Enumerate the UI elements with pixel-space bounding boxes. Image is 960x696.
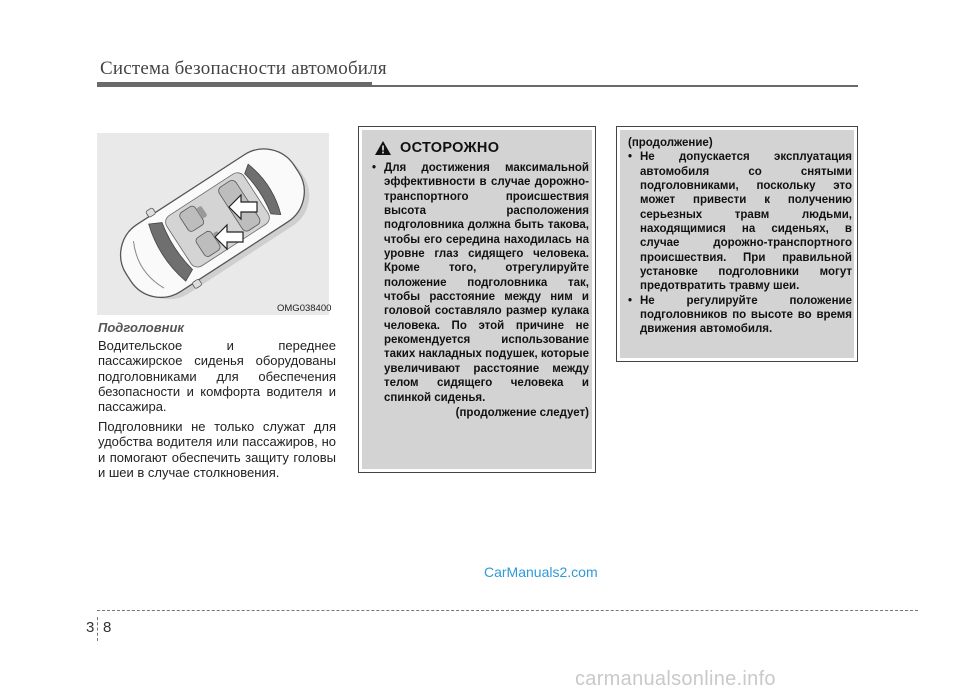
- car-figure: [97, 133, 332, 315]
- watermark-bottom: carmanualsonline.info: [575, 668, 776, 690]
- continuation-bullet-1: • Не допускается эксплуатация автомобиля со снятыми подголовниками, поскольку это может привести к получению серьезных травм людьми, находящимися на сиденьях, в случае дорожно-транспортного происшествия. При правильной установке подголовники могут предотвратить травму шеи.: [628, 151, 852, 293]
- page-number-separator: [97, 617, 98, 641]
- warning-text: [372, 161, 589, 420]
- footer-divider: [97, 610, 918, 611]
- page-number: 8: [103, 619, 112, 636]
- continuation-box: [616, 126, 858, 362]
- paragraph-1: Водительское и переднее пассажирское сиденья оборудованы подголовниками для обеспечения безопасности и комфорта водителя и пассажира.: [98, 338, 336, 415]
- page-header-title: Система безопасности автомобиля: [100, 58, 387, 79]
- continuation-text: [628, 136, 852, 337]
- left-column: [98, 320, 336, 485]
- warning-triangle-icon: [374, 140, 392, 156]
- section-subheading: Подголовник: [98, 320, 184, 335]
- section-number: 3: [86, 619, 95, 636]
- car-top-view-illustration: [97, 133, 332, 315]
- header-bar-dark: [97, 82, 372, 87]
- figure-code: OMG038400: [277, 303, 332, 314]
- header-bar-thin: [372, 85, 858, 87]
- warning-heading: [374, 140, 499, 156]
- warning-bullet: • Для достижения максимальной эффективности в случае дорожно-транспортного происшествия высота расположения подголовника должна быть такова, чтобы его середина находилась на уровне глаз сидящего человека. Кроме того, отрегулируйте положение подголовника так, чтобы расстояние между ним и головой составляло размер кулака человека. По этой причине не рекомендуется использование таких накладных подушек, которые увеличивают расстояние между телом сидящего человека и спинкой сиденья.: [372, 162, 589, 404]
- warning-title: ОСТОРОЖНО: [400, 140, 500, 156]
- watermark-top: CarManuals2.com: [484, 564, 598, 580]
- continuation-heading: (продолжение): [628, 137, 713, 149]
- continuation-bullet-2: • Не регулируйте положение подголовников по высоте во время движения автомобиля.: [628, 294, 852, 336]
- warning-box: [358, 126, 596, 473]
- paragraph-2: Подголовники не только служат для удобства водителя или пассажиров, но и помогают обеспечить защиту головы и шеи в случае столкновения.: [98, 419, 336, 480]
- continued-note: (продолжение следует): [455, 406, 589, 419]
- warning-bullet-text: Для достижения максимальной эффективности в случае дорожно-транспортного происшествия высота расположения подголовника должна быть такова, чтобы его середина находилась на уровне глаз сидящего человека. Кроме того, отрегулируйте положение подголовника так, чтобы расстояние между ним и головой составляло размер кулака человека. По этой причине не рекомендуется использование таких накладных подушек, которые увеличивают расстояние между телом сидящего человека и спинкой сиденья.: [384, 162, 589, 404]
